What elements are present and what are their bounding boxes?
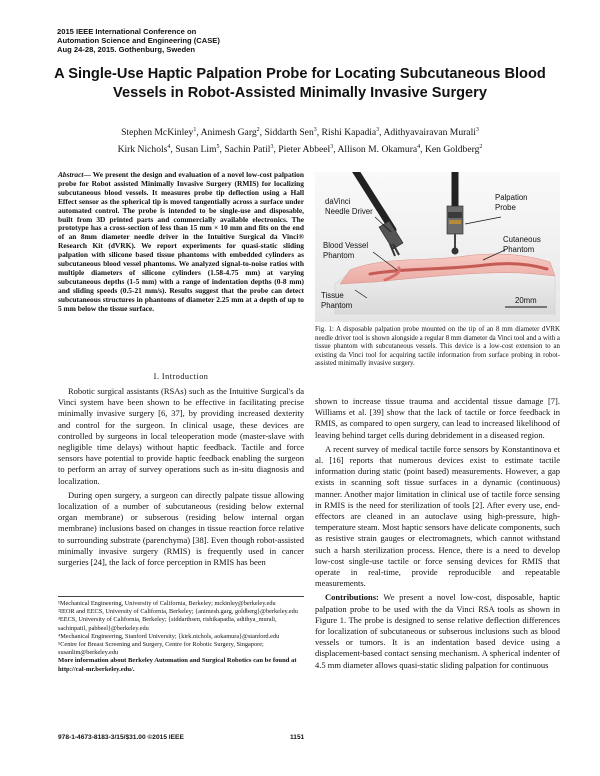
author-name: Allison M. Okamura xyxy=(337,144,418,156)
author-name: Stephen McKinley xyxy=(121,127,194,139)
figure-1-illustration xyxy=(315,172,560,322)
author-affiliation-mark: 3 xyxy=(270,144,274,151)
author-name: Rishi Kapadia xyxy=(321,127,377,139)
right-paragraph-1 xyxy=(315,396,560,441)
conference-header xyxy=(57,27,317,54)
author-affiliation-mark: 2 xyxy=(479,144,483,151)
author-name: Susan Lim xyxy=(175,144,217,156)
author-separator: , xyxy=(316,127,322,139)
author-affiliation-mark: 4 xyxy=(417,144,421,151)
author-name: Adithyavairavan Murali xyxy=(383,127,476,139)
author-name: Ken Goldberg xyxy=(424,144,480,156)
footnote-more-info: More information about Berkeley Automation and Surgical Robotics can be found at http://cal-mr.berkeley.edu/. xyxy=(58,657,297,673)
conference-line-2: Automation Science and Engineering (CASE) xyxy=(57,36,220,45)
conference-line-1: 2015 IEEE International Conference on xyxy=(57,27,197,36)
intro-left-column xyxy=(58,386,304,571)
label-scale-bar: 20mm xyxy=(515,296,537,305)
author-list xyxy=(55,123,545,157)
contributions-lead: Contributions: xyxy=(325,592,379,603)
author-affiliation-mark: 5 xyxy=(216,144,220,151)
author-affiliation-mark: 3 xyxy=(313,127,317,133)
author-affiliation-mark: 1 xyxy=(193,127,197,133)
author-separator: , xyxy=(219,144,225,156)
footnote-3: ³EECS, University of California, Berkeley; {siddarthsen, rishikapadia, adithya_murali, sachinpatil, pabbeel}@berkeley.edu xyxy=(58,616,277,632)
section-title-introduction: I. Introduction xyxy=(153,372,209,381)
label-cutaneous-phantom: Phantom xyxy=(503,245,535,254)
footnote-5: ⁵Centre for Breast Screening and Surgery, Centre for Robotic Surgery, Singapore; susanlim@berkeley.edu xyxy=(58,641,264,657)
paper-title xyxy=(40,65,560,103)
label-blood-vessel-phantom: Phantom xyxy=(323,251,355,260)
right-paragraph-1-text: shown to increase tissue trauma and accidental tissue damage [7]. Williams et al. [39] show that the lack of tactile or force feedback in RMIS, as compared to open surgery, can lead to increased likelihood of leaving behind target cells during debridement in a diseased region. xyxy=(315,396,560,440)
figure-1-photo xyxy=(315,172,560,322)
author-affiliation-mark: 3 xyxy=(475,127,479,133)
abstract xyxy=(58,171,304,314)
footer-page-number: 1151 xyxy=(290,734,305,741)
abstract-text: — We present the design and evaluation of a novel low-cost palpation probe for Robot assisted Minimally Invasive Surgery (RMIS) for localizing subcutaneous blood vessels. It measures probe tip deflection using a Hall Effect sensor as the spherical tip is moved tangentially across a surface under automated control. The probe is intended to be single-use and disposable, built from 3D printed parts and commercially available electronics. The prototype has a cross-section of less than 15 mm × 10 mm and fits on the end of an 8mm diameter needle driver in the Intuitive Surgical da Vinci® Research Kit (dVRK). We report experiments for quasi-static sliding palpation with silicone based tissue phantoms with embedded cylinders as subcutaneous blood vessel phantoms. We analyzed signal-to-noise ratios with multiple diameters of silicone cylinders (1.58-4.75 mm) at varying subcutaneous depths (1-5 mm) with a range of indentation depths (0-8 mm) and sliding speeds (0.5-21 mm/s). Results suggest that the probe can detect subcutaneous structures in phantoms of diameter 2.25 mm at a depth of up to 5 mm below the tissue surface. xyxy=(58,170,304,313)
author-separator: , xyxy=(273,144,279,156)
author-name: Siddarth Sen xyxy=(264,127,314,139)
title-line-2: Vessels in Robot-Assisted Minimally Invasive Surgery xyxy=(113,85,487,101)
intro-paragraph-1: Robotic surgical assistants (RSAs) such as the Intuitive Surgical's da Vinci system have been shown to be effective in facilitating precise minimally invasive surgery [6, 37], by providing increased dexterity and control for the surgeon. In clinical usage, these devices are controlled by surgeons in local teleoperation mode (master-slave with negligible time delays) without haptic feedback. Tactile and force sensors have potential to provide haptic feedback enabling the surgeon to perform an array of survey operations such as in-situ diagnosis and localization. xyxy=(58,386,304,486)
author-separator: , xyxy=(170,144,176,156)
author-affiliation-mark: 3 xyxy=(330,144,334,151)
author-name: Animesh Garg xyxy=(200,127,257,139)
label-tissue-phantom: Phantom xyxy=(321,301,353,310)
label-palpation: Palpation xyxy=(495,193,528,202)
right-paragraph-2 xyxy=(315,444,560,590)
author-separator: , xyxy=(259,127,265,139)
footer-isbn: 978-1-4673-8183-3/15/$31.00 ©2015 IEEE xyxy=(58,734,184,741)
author-name: Kirk Nichols xyxy=(117,144,168,156)
footnote-1: ¹Mechanical Engineering, University of California, Berkeley; mckinley@berkeley.edu xyxy=(58,600,276,607)
right-paragraph-2-text: A recent survey of medical tactile force sensors by Konstantinova et al. [16] reports that numerous devices exist to estimate tactile information during static (point based) measurements. However, a gap exists in scanning soft tissue surfaces in a dynamic (continuous) manner. Another major limitation in clinical use of tactile force sensing in RMIS is the need for sterilization of tools [2]. After every use, end-effectors are cleaned in an autoclave using high-pressure, high-temperature steam. Most haptic sensors have delicate components, such as resistive strain gauges or electromagnets, which cannot withstand such a harsh sterilization process. Hence, there is a need to develop low-cost single-use tactile or force sensing devices for RMIS that operate in real-time, provide reproducible and repeatable measurements. xyxy=(315,443,560,589)
author-name: Pieter Abbeel xyxy=(278,144,331,156)
footnotes xyxy=(58,596,304,674)
author-separator: , xyxy=(379,127,384,139)
author-affiliation-mark: 4 xyxy=(167,144,171,151)
label-cutaneous: Cutaneous xyxy=(503,235,541,244)
abstract-label: Abstract xyxy=(58,170,84,179)
title-line-1: A Single-Use Haptic Palpation Probe for Locating Subcutaneous Blood xyxy=(54,66,546,82)
conference-line-3: Aug 24-28, 2015. Gothenburg, Sweden xyxy=(57,45,195,54)
author-affiliation-mark: 3 xyxy=(376,127,380,133)
label-needle-driver: Needle Driver xyxy=(325,207,373,216)
intro-right-column xyxy=(315,396,560,674)
label-davinci: daVinci xyxy=(325,197,351,206)
author-name: Sachin Patil xyxy=(224,144,271,156)
footnote-4: ⁴Mechanical Engineering, Stanford University; {kirk.nichols, aokamura}@stanford.edu xyxy=(58,632,280,640)
author-separator: , xyxy=(333,144,338,156)
label-probe: Probe xyxy=(495,203,516,212)
right-paragraph-3-text: We present a novel low-cost, disposable, haptic palpation probe to be used with the da Vinci RSA tools as shown in Figure 1. The probe is designed to sense relative deflection differences for localization of subcutaneous or subserous inclusions such as blood vessels or tumors. It is an indentation based device using a displacement-based contact sensing mechanism. A spherical indenter of 4.5 mm diameter allows quasi-static sliding palpation for continuous xyxy=(315,592,560,670)
label-tissue: Tissue xyxy=(321,291,344,300)
footnote-2: ²IEOR and EECS, University of California, Berkeley; {animesh.garg, goldberg}@berkeley.edu xyxy=(58,608,298,616)
label-blood-vessel: Blood Vessel xyxy=(323,241,369,250)
intro-paragraph-2: During open surgery, a surgeon can directly palpate tissue allowing localization of a number of subcutaneous (residing below external organ membrane) or subserous (residing below internal organ membrane) inclusions based on changes in tissue reaction force relative to surrounding substrate (parenchyma) [38]. Even though robot-assisted minimally invasive surgery (RMIS) is frequently used in cancer surgeries [24], the lack of force perception in RMIS has been xyxy=(58,489,304,568)
right-paragraph-3 xyxy=(315,592,560,670)
author-separator: , xyxy=(420,144,425,156)
author-separator: , xyxy=(196,127,201,139)
author-affiliation-mark: 2 xyxy=(256,127,260,133)
figure-1-caption: Fig. 1: A disposable palpation probe mounted on the tip of an 8 mm diameter dVRK needle driver tool is shown alongside a regular 8 mm diameter da Vinci tool and a with a tissue phantom with subcutaneous vessels. This device is a low-cost extension to an existing da Vinci tool for acquiring tactile information from surface probing in robot-assisted minimally invasive surgery. xyxy=(315,326,560,368)
authors-line-2 xyxy=(55,140,545,157)
authors-line-1 xyxy=(55,123,545,140)
